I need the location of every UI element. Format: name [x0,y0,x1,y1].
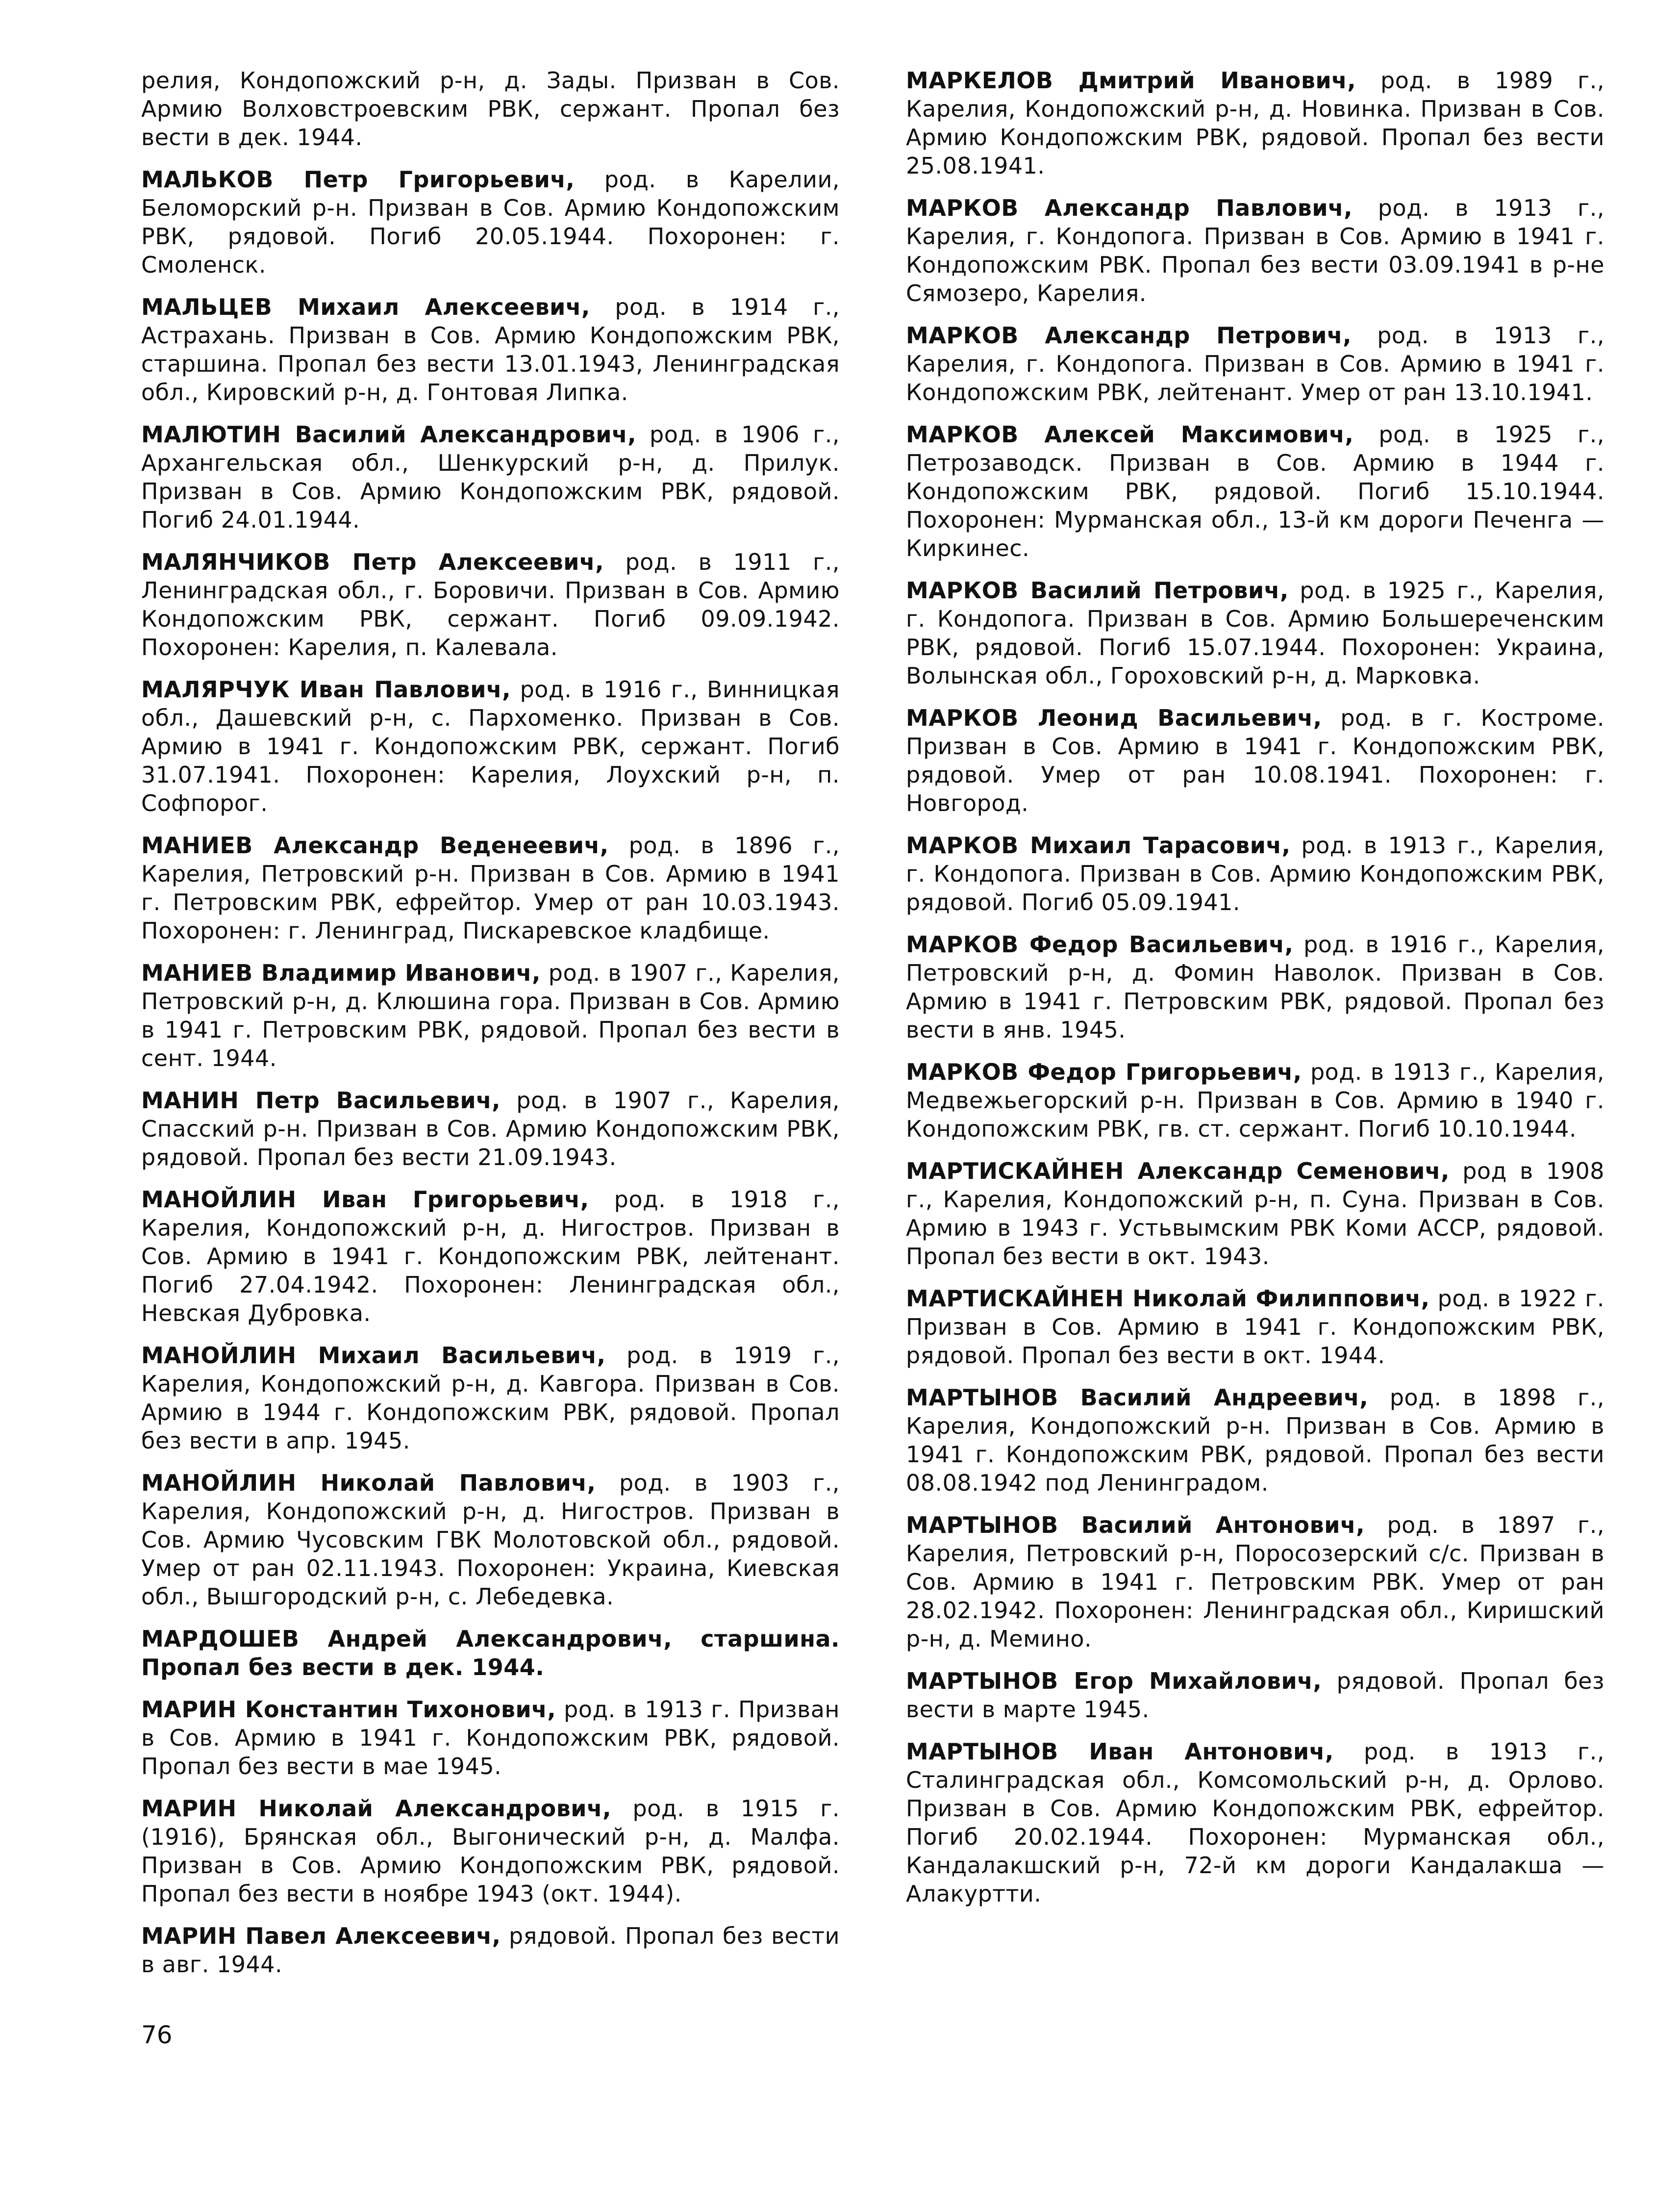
entry [906,1058,1604,1143]
entry-text: род. в 1919 г., Карелия, Кондопожский р-н, д. Кавгора. Призван в Сов. Армию в 1944 г. Кондопожским РВК, рядовой. Пропал без вести в апр. 1945. [141,1342,840,1454]
entry [141,1086,840,1171]
entry-name: МАРТЫНОВ Егор Михайлович, [906,1668,1322,1694]
entry [906,704,1604,817]
entry [906,321,1604,407]
entry-text: род. в 1906 г., Архангельская обл., Шенкурский р-н, д. Прилук. Призван в Сов. Армию Кондопожским РВК, рядовой. Погиб 24.01.1944. [141,421,840,533]
entry-text: род. в 1896 г., Карелия, Петровский р-н. Призван в Сов. Армию в 1941 г. Петровским РВК, ефрейтор. Умер от ран 10.03.1943. Похоронен: г. Ленинград, Пискаревское кладбище. [141,832,840,944]
entry [141,66,840,152]
entry-name: МАНОЙЛИН Иван Григорьевич, [141,1186,589,1213]
entry [141,1185,840,1327]
entry-text: рядовой. Пропал без вести в марте 1945. [906,1668,1604,1723]
entry-name: МАРКОВ Федор Григорьевич, [906,1059,1302,1085]
entry-text: род. в 1907 г., Карелия, Петровский р-н, д. Клюшина гора. Призван в Сов. Армию в 1941 г. Петровским РВК, рядовой. Пропал без вести в сент. 1944. [141,960,840,1071]
entry [906,831,1604,916]
entry-text: род. в 1913 г. Призван в Сов. Армию в 1941 г. Кондопожским РВК, рядовой. Пропал без вести в мае 1945. [141,1696,840,1780]
entry-text: род. в 1915 г. (1916), Брянская обл., Выгонический р-н, д. Малфа. Призван в Сов. Армию Кондопожским РВК, рядовой. Пропал без вести в ноябре 1943 (окт. 1944). [141,1795,840,1907]
entry-text: род. в 1925 г., Петрозаводск. Призван в Сов. Армию в 1944 г. Кондопожским РВК, рядовой. Погиб 15.10.1944. Похоронен: Мурманская обл., 13-й км дороги Печенга — Киркинес. [906,421,1604,561]
entry-text: род. в 1913 г., Сталинградская обл., Комсомольский р-н, д. Орлово. Призван в Сов. Армию Кондопожским РВК, ефрейтор. Погиб 20.02.1944. Похоронен: Мурманская обл., Кандалакшский р-н, 72-й км дороги Кандалакша — Алакуртти. [906,1738,1604,1907]
entry [141,831,840,945]
entry [906,1157,1604,1271]
entry [141,1922,840,1979]
entry [906,194,1604,307]
entry-name: МАНИН Петр Васильевич, [141,1087,501,1114]
entry-name: МАЛЮТИН Василий Александрович, [141,421,637,448]
entry-text: род. в 1913 г., Карелия, г. Кондопога. Призван в Сов. Армию Кондопожским РВК, рядовой. Погиб 05.09.1941. [906,832,1605,915]
entry-name: МАРТИСКАЙНЕН Александр Семенович, [906,1158,1450,1184]
entry-text: род. в 1916 г., Винницкая обл., Дашевский р-н, с. Пархоменко. Призван в Сов. Армию в 1941 г. Кондопожским РВК, сержант. Погиб 31.07.1941. Похоронен: Карелия, Лоухский р-н, п. Софпорог. [141,676,840,816]
entry [906,66,1604,180]
entry [906,1511,1604,1653]
entry-name: МАНОЙЛИН Николай Павлович, [141,1470,596,1496]
entry [906,1737,1604,1908]
entry-name: МАРКОВ Федор Васильевич, [906,931,1294,958]
entry-text: род. в Карелии, Беломорский р-н. Призван в Сов. Армию Кондопожским РВК, рядовой. Погиб 20.05.1944. Похоронен: г. Смоленск. [141,166,840,278]
entry [906,1667,1604,1724]
entry [906,1383,1604,1497]
entry-text: род. в 1914 г., Астрахань. Призван в Сов. Армию Кондопожским РВК, старшина. Пропал без вести 13.01.1943, Ленинградская обл., Кировский р-н, д. Гонтовая Липка. [141,294,840,406]
left-column [141,66,840,1992]
entry-name: МАНИЕВ Александр Веденеевич, [141,832,609,859]
entry-text: род. в 1913 г., Карелия, г. Кондопога. Призван в Сов. Армию в 1941 г. Кондопожским РВК. Пропал без вести 03.09.1941 в р-не Сямозеро, Карелия. [906,195,1604,306]
entry-text: род. в 1913 г., Карелия, Медвежьегорский р-н. Призван в Сов. Армию в 1940 г. Кондопожским РВК, гв. ст. сержант. Погиб 10.10.1944. [906,1059,1605,1142]
entry-text: род. в 1918 г., Карелия, Кондопожский р-н, д. Нигостров. Призван в Сов. Армию в 1941 г. Кондопожским РВК, лейтенант. Погиб 27.04.1942. Похоронен: Ленинградская обл., Невская Дубровка. [141,1186,840,1326]
entry-name: МАНОЙЛИН Михаил Васильевич, [141,1342,606,1369]
entry-name: МАЛЬКОВ Петр Григорьевич, [141,166,575,193]
entry [141,165,840,279]
entry-text: род. в 1922 г. Призван в Сов. Армию в 1941 г. Кондопожским РВК, рядовой. Пропал без вести в окт. 1944. [906,1285,1604,1369]
entry [141,548,840,661]
right-column [906,66,1604,1922]
entry-name: МАРДОШЕВ Андрей Александрович, старшина. Пропал без вести в дек. 1944. [141,1626,840,1680]
entry-name: МАРКОВ Василий Петрович, [906,577,1289,604]
page-number: 76 [141,2021,173,2049]
entry [906,930,1604,1044]
entry-name: МАРИН Константин Тихонович, [141,1696,556,1723]
entry-name: МАНИЕВ Владимир Иванович, [141,960,541,986]
entry [141,293,840,407]
entry-text: род. в 1911 г., Ленинградская обл., г. Боровичи. Призван в Сов. Армию Кондопожским РВК, сержант. Погиб 09.09.1942. Похоронен: Карелия, п. Калевала. [141,549,840,661]
entry [141,420,840,534]
entry-name: МАРТЫНОВ Василий Антонович, [906,1512,1365,1538]
entry [141,1625,840,1681]
entry-name: МАРКОВ Михаил Тарасович, [906,832,1291,859]
entry-name: МАРИН Николай Александрович, [141,1795,612,1822]
entry [141,675,840,817]
entry-name: МАЛЯНЧИКОВ Петр Алексеевич, [141,549,604,575]
entry-name: МАРТЫНОВ Василий Андреевич, [906,1384,1369,1411]
entry-name: МАРКЕЛОВ Дмитрий Иванович, [906,67,1356,94]
entry [141,1695,840,1780]
entry-name: МАЛЯРЧУК Иван Павлович, [141,676,511,703]
entry [906,420,1604,562]
entry-name: МАРКОВ Александр Петрович, [906,322,1352,349]
entry-name: МАРКОВ Александр Павлович, [906,195,1353,221]
entry-text: релия, Кондопожский р-н, д. Зады. Призван в Сов. Армию Волховстроевским РВК, сержант. Пропал без вести в дек. 1944. [141,67,840,151]
entry-text: род. в 1916 г., Карелия, Петровский р-н, д. Фомин Наволок. Призван в Сов. Армию в 1941 г. Петровским РВК, рядовой. Пропал без вести в янв. 1945. [906,931,1605,1043]
entry [906,1284,1604,1370]
entry-text: род в 1908 г., Карелия, Кондопожский р-н, п. Суна. Призван в Сов. Армию в 1943 г. Устьвымским РВК Коми АССР, рядовой. Пропал без вести в окт. 1943. [906,1158,1604,1270]
entry-name: МАРИН Павел Алексеевич, [141,1923,501,1949]
entry [906,576,1604,690]
entry-text: род. в 1913 г., Карелия, г. Кондопога. Призван в Сов. Армию в 1941 г. Кондопожским РВК, лейтенант. Умер от ран 13.10.1941. [906,322,1604,406]
entry [141,1794,840,1908]
entry-text: род. в 1907 г., Карелия, Спасский р-н. Призван в Сов. Армию Кондопожским РВК, рядовой. Пропал без вести 21.09.1943. [141,1087,840,1170]
entry [141,1341,840,1455]
entry-name: МАРКОВ Леонид Васильевич, [906,705,1322,731]
entry [141,959,840,1072]
entry [141,1469,840,1611]
entry-text: род. в 1898 г., Карелия, Кондопожский р-н. Призван в Сов. Армию в 1941 г. Кондопожским РВК, рядовой. Пропал без вести 08.08.1942 под Ленинградом. [906,1384,1604,1496]
entry-name: МАЛЬЦЕВ Михаил Алексеевич, [141,294,590,320]
entry-name: МАРКОВ Алексей Максимович, [906,421,1354,448]
entry-text: род. в г. Костроме. Призван в Сов. Армию в 1941 г. Кондопожским РВК, рядовой. Умер от ран 10.08.1941. Похоронен: г. Новгород. [906,705,1605,816]
entry-text: род. в 1989 г., Карелия, Кондопожский р-н, д. Новинка. Призван в Сов. Армию Кондопожским РВК, рядовой. Пропал без вести 25.08.1941. [906,67,1604,179]
entry-text: род. в 1903 г., Карелия, Кондопожский р-н, д. Нигостров. Призван в Сов. Армию Чусовским ГВК Молотовской обл., рядовой. Умер от ран 02.11.1943. Похоронен: Украина, Киевская обл., Вышгородский р-н, с. Лебедевка. [141,1470,840,1610]
entry-text: рядовой. Пропал без вести в авг. 1944. [141,1923,840,1978]
entry-text: род. в 1925 г., Карелия, г. Кондопога. Призван в Сов. Армию Большереченским РВК, рядовой. Погиб 15.07.1944. Похоронен: Украина, Волынская обл., Гороховский р-н, д. Марковка. [906,577,1604,689]
entry-name: МАРТИСКАЙНЕН Николай Филиппович, [906,1285,1430,1312]
entry-name: МАРТЫНОВ Иван Антонович, [906,1738,1334,1765]
entry-text: род. в 1897 г., Карелия, Петровский р-н, Поросозерский с/с. Призван в Сов. Армию в 1941 г. Петровским РВК. Умер от ран 28.02.1942. Похоронен: Ленинградская обл., Киришский р-н, д. Мемино. [906,1512,1604,1652]
